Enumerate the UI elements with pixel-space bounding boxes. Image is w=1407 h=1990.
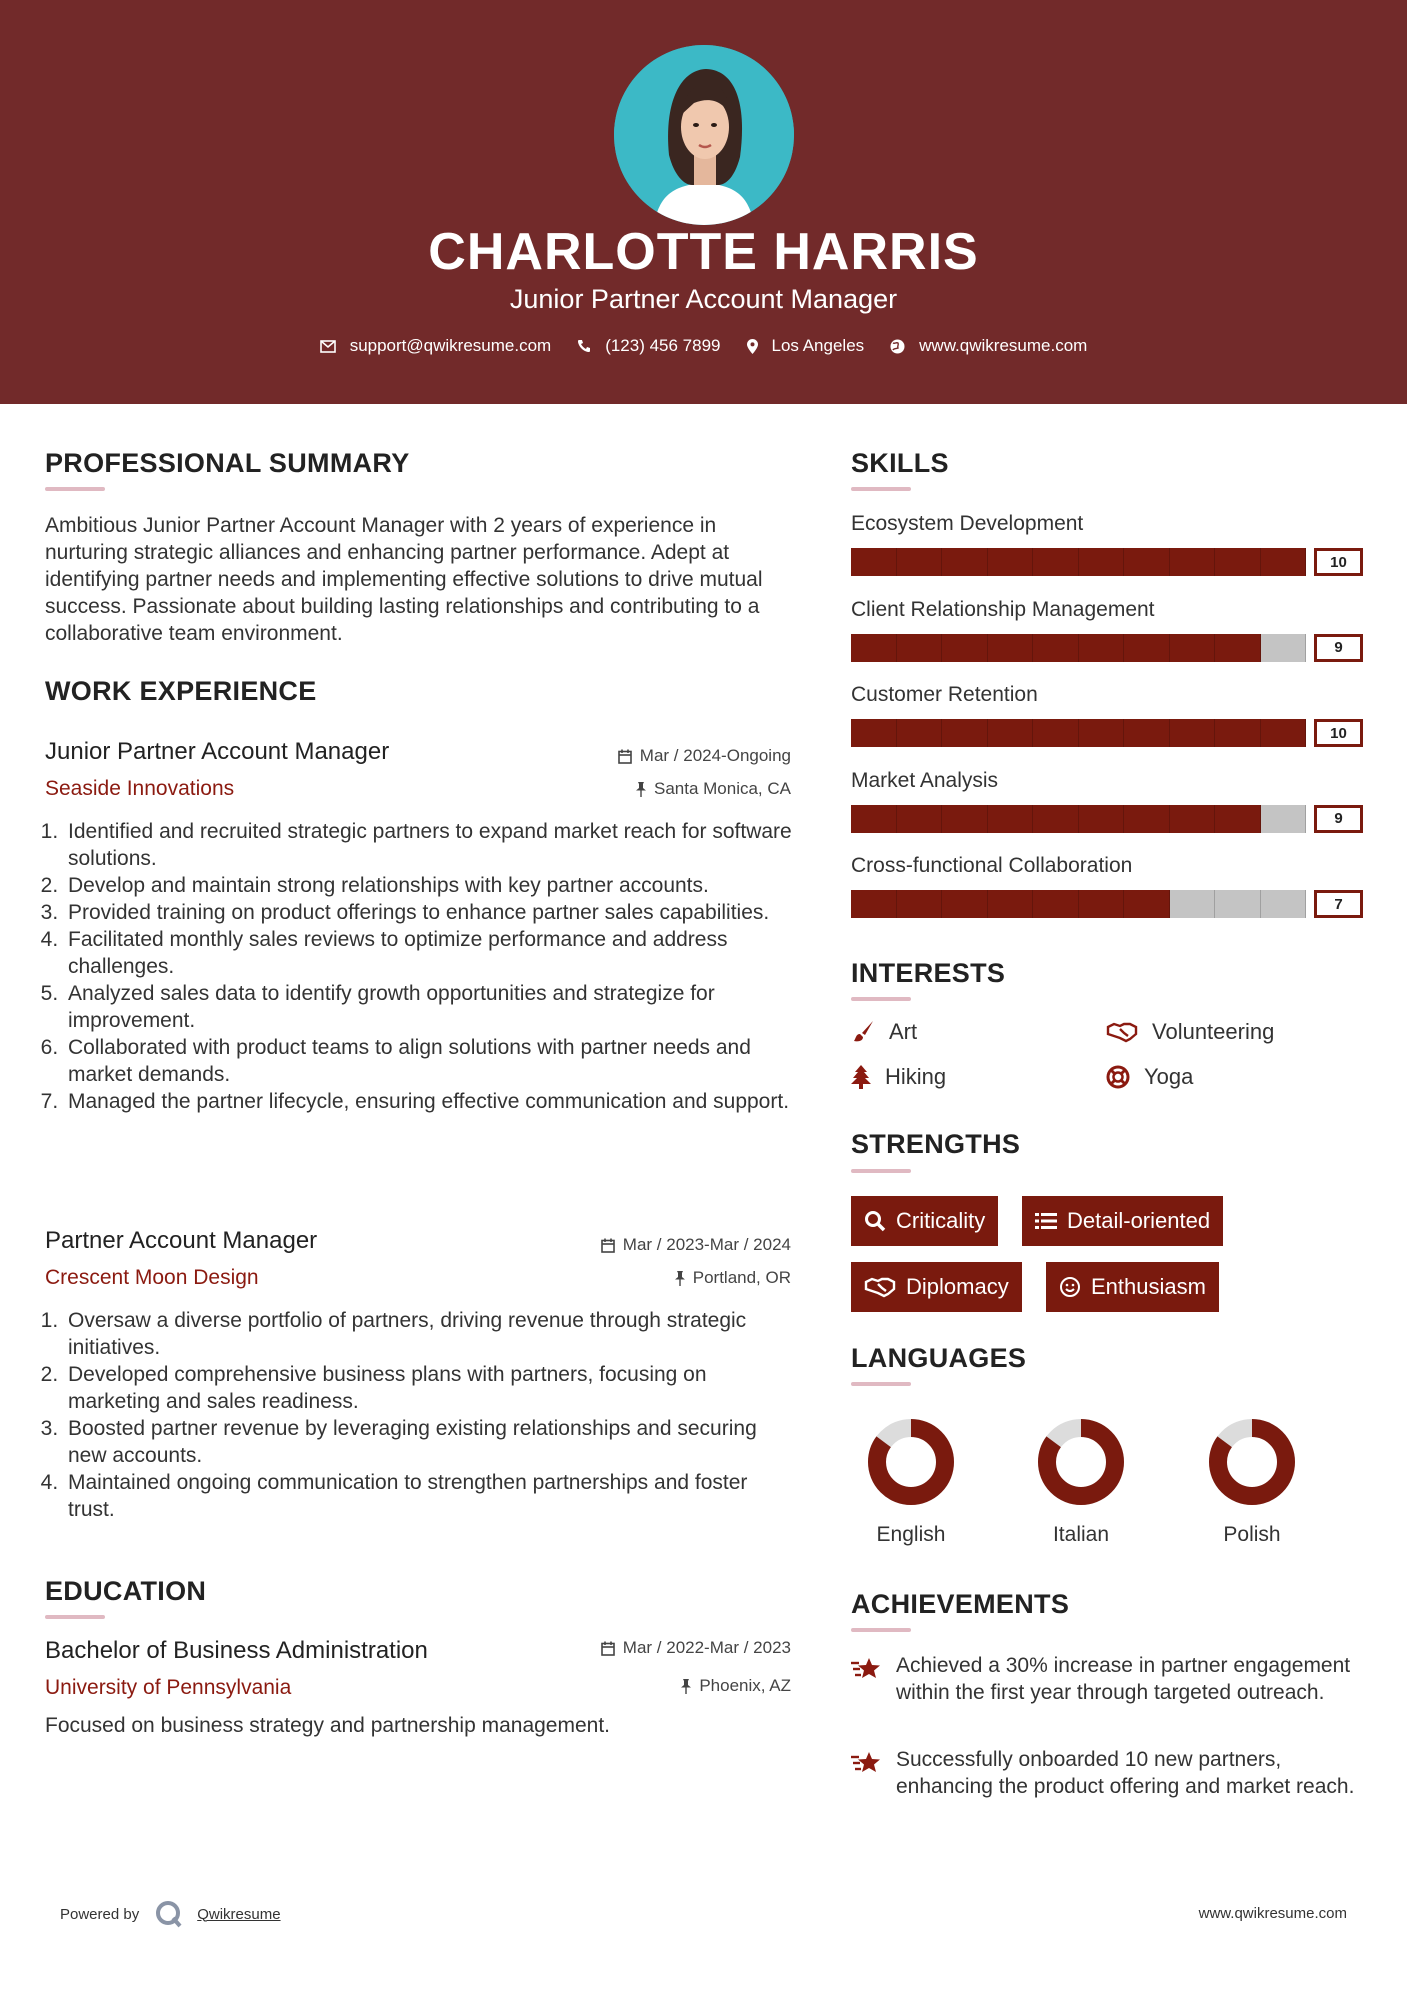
skill-level-bar	[851, 890, 1363, 918]
pushpin-icon	[675, 1271, 685, 1286]
interest-art	[851, 1019, 917, 1045]
skill-bar-segment	[1033, 634, 1079, 662]
list-item: 2. Develop and maintain strong relationships with key partner accounts.	[64, 872, 796, 899]
map-pin-icon	[747, 339, 758, 354]
skill-bar-segment	[1215, 634, 1261, 662]
candidate-name: CHARLOTTE HARRIS	[428, 223, 979, 281]
handshake-icon	[1106, 1021, 1138, 1043]
skill-bar-segment	[1079, 805, 1125, 833]
contact-phone[interactable]	[577, 336, 720, 356]
contact-location	[747, 336, 865, 356]
skill-bar-segment	[851, 805, 897, 833]
life-ring-icon	[1106, 1065, 1130, 1089]
skill-bar-segment	[1170, 805, 1216, 833]
strength-label: Criticality	[896, 1208, 986, 1233]
skill-bar-segment	[1261, 548, 1307, 576]
list-item: 7. Managed the partner lifecycle, ensuring effective communication and support.	[64, 1088, 796, 1115]
job-bullets	[36, 818, 796, 1115]
skill-bar-segment	[1261, 719, 1307, 747]
job-title: Partner Account Manager	[45, 1227, 318, 1254]
calendar-icon	[618, 749, 632, 764]
job-dates-text: Mar / 2024-Ongoing	[639, 746, 791, 765]
skill-bar-segment	[1079, 890, 1125, 918]
skill-bar-segment	[1170, 548, 1216, 576]
job-location	[520, 1268, 791, 1288]
education-dates	[520, 1638, 791, 1658]
achievement-item: Achieved a 30% increase in partner engagement within the first year through targeted outreach.	[896, 1654, 1351, 1704]
skill-level-badge: 9	[1314, 805, 1363, 833]
interest-label: Hiking	[885, 1064, 947, 1089]
skill-bar-segment	[851, 719, 897, 747]
interests-divider	[851, 997, 911, 1001]
job-dates	[520, 1235, 791, 1255]
skill-bar-segment	[851, 890, 897, 918]
contact-location-text: Los Angeles	[771, 336, 865, 355]
skill-bar-segment	[1215, 805, 1261, 833]
skill-name: Customer Retention	[851, 683, 1038, 706]
globe-icon	[890, 339, 905, 354]
powered-by	[60, 1900, 281, 1928]
skill-bar-segment	[1170, 890, 1216, 918]
powered-by-label: Powered by	[60, 1905, 140, 1923]
qwikresume-logo-icon	[155, 1900, 183, 1928]
pushpin-icon	[681, 1679, 691, 1694]
strength-chip	[851, 1262, 1022, 1312]
skill-bar-segment	[1124, 634, 1170, 662]
skill-bar-segment	[988, 719, 1034, 747]
contact-website-text: www.qwikresume.com	[919, 336, 1088, 355]
skill-bar-segment	[988, 890, 1034, 918]
pushpin-icon	[636, 782, 646, 797]
education-location-text: Phoenix, AZ	[699, 1676, 791, 1695]
skill-bar-segment	[1079, 634, 1125, 662]
star-award-icon	[851, 1749, 883, 1777]
skill-level-bar	[851, 548, 1363, 576]
skill-bar-segment	[1215, 890, 1261, 918]
strength-chip	[1046, 1262, 1219, 1312]
skill-bar-segment	[851, 634, 897, 662]
strengths-heading: STRENGTHS	[851, 1129, 1021, 1159]
interest-volunteering	[1106, 1019, 1274, 1045]
job-dates	[520, 746, 791, 766]
skill-level-bar	[851, 719, 1363, 747]
skill-bar-segment	[942, 890, 988, 918]
languages-heading: LANGUAGES	[851, 1343, 1027, 1373]
interests-heading: INTERESTS	[851, 958, 1006, 988]
list-item: 2. Developed comprehensive business plans with partners, focusing on marketing and sales readiness.	[64, 1361, 796, 1415]
skills-heading: SKILLS	[851, 448, 949, 478]
strength-label: Enthusiasm	[1091, 1274, 1206, 1299]
skill-bar-segment	[988, 548, 1034, 576]
job-bullets	[36, 1307, 796, 1523]
experience-heading: WORK EXPERIENCE	[45, 676, 317, 706]
skill-bar-segment	[1124, 719, 1170, 747]
contact-website[interactable]	[890, 336, 1087, 356]
education-heading: EDUCATION	[45, 1576, 207, 1606]
summary-text: Ambitious Junior Partner Account Manager with 2 years of experience in nurturing strategic alliances and enhancing partner performance. Adept at identifying partner needs and implementing effective solutions to drive mutual success. Passionate about building lasting relationships and contributing to a collaborative team environment.	[45, 514, 763, 645]
interest-label: Art	[889, 1019, 918, 1044]
education-dates-text: Mar / 2022-Mar / 2023	[622, 1638, 791, 1657]
candidate-role: Junior Partner Account Manager	[509, 284, 898, 314]
footer-website[interactable]: www.qwikresume.com	[1198, 1905, 1347, 1922]
list-item: 5. Analyzed sales data to identify growth opportunities and strategize for improvement.	[64, 980, 796, 1034]
handshake-icon	[864, 1276, 896, 1298]
skill-name: Client Relationship Management	[851, 597, 1155, 621]
interest-yoga	[1106, 1064, 1193, 1090]
skill-bar-segment	[897, 890, 943, 918]
achievements-divider	[851, 1628, 911, 1632]
achievement-item: Successfully onboarded 10 new partners, enhancing the product offering and market reach.	[896, 1748, 1355, 1798]
skill-level-badge: 9	[1314, 634, 1363, 662]
search-icon	[864, 1210, 886, 1232]
list-item: 1. Identified and recruited strategic partners to expand market reach for software solutions.	[64, 818, 796, 872]
job-location-text: Portland, OR	[692, 1268, 791, 1287]
skill-bar-segment	[1079, 548, 1125, 576]
calendar-icon	[601, 1641, 615, 1656]
list-item: 3. Boosted partner revenue by leveraging existing relationships and securing new accounts.	[64, 1415, 796, 1469]
skill-bar-segment	[942, 634, 988, 662]
education-divider	[45, 1615, 105, 1619]
languages-divider	[851, 1382, 911, 1386]
resume-header	[0, 0, 1407, 404]
skill-bar-segment	[942, 548, 988, 576]
strength-label: Diplomacy	[906, 1274, 1009, 1299]
skills-divider	[851, 487, 911, 491]
phone-icon	[577, 339, 591, 353]
skill-bar-segment	[1215, 548, 1261, 576]
summary-heading: PROFESSIONAL SUMMARY	[45, 448, 410, 478]
smile-icon	[1059, 1276, 1081, 1298]
skill-bar-segment	[897, 805, 943, 833]
list-item: 4. Facilitated monthly sales reviews to optimize performance and address challenges.	[64, 926, 796, 980]
job-title: Junior Partner Account Manager	[45, 738, 390, 765]
skill-bar-segment	[942, 719, 988, 747]
skill-name: Market Analysis	[851, 768, 999, 792]
list-icon	[1035, 1212, 1057, 1230]
skill-name: Cross-functional Collaboration	[851, 854, 1133, 877]
job-dates-text: Mar / 2023-Mar / 2024	[622, 1235, 791, 1254]
skill-bar-segment	[1215, 719, 1261, 747]
strength-chip	[1022, 1196, 1223, 1246]
skill-bar-segment	[1124, 805, 1170, 833]
education-description: Focused on business strategy and partnership management.	[45, 1714, 611, 1737]
skill-bar-segment	[1033, 890, 1079, 918]
skill-bar-segment	[1261, 805, 1307, 833]
contact-email-text: support@qwikresume.com	[349, 336, 552, 355]
skill-name: Ecosystem Development	[851, 512, 1084, 535]
language-proficiency-donut	[1202, 1412, 1302, 1512]
skill-bar-segment	[851, 548, 897, 576]
calendar-icon	[601, 1238, 615, 1253]
list-item: 6. Collaborated with product teams to align solutions with partner needs and market demands.	[64, 1034, 796, 1088]
job-company: Crescent Moon Design	[45, 1266, 259, 1289]
list-item: 1. Oversaw a diverse portfolio of partners, driving revenue through strategic initiatives.	[64, 1307, 796, 1361]
paintbrush-icon	[851, 1020, 875, 1044]
interest-label: Volunteering	[1152, 1019, 1275, 1044]
list-item: 3. Provided training on product offerings to enhance partner sales capabilities.	[64, 899, 796, 926]
skill-level-bar	[851, 805, 1363, 833]
language-proficiency-donut	[861, 1412, 961, 1512]
skill-level-badge: 10	[1314, 548, 1363, 576]
skill-bar-segment	[942, 805, 988, 833]
skill-bar-segment	[1033, 719, 1079, 747]
language-label: Italian	[1052, 1523, 1110, 1546]
language-label: Polish	[1223, 1523, 1281, 1546]
language-label: English	[876, 1523, 946, 1546]
skill-bar-segment	[1079, 719, 1125, 747]
degree-title: Bachelor of Business Administration	[45, 1637, 428, 1664]
skill-bar-segment	[1170, 634, 1216, 662]
contact-email[interactable]	[320, 336, 552, 356]
skill-bar-segment	[1261, 890, 1307, 918]
contact-phone-text: (123) 456 7899	[605, 336, 721, 355]
skill-bar-segment	[988, 805, 1034, 833]
interest-label: Yoga	[1144, 1064, 1194, 1089]
star-award-icon	[851, 1655, 883, 1683]
skill-bar-segment	[1261, 634, 1307, 662]
language-proficiency-donut	[1031, 1412, 1131, 1512]
skill-bar-segment	[897, 634, 943, 662]
envelope-icon	[320, 340, 336, 353]
brand-link[interactable]: Qwikresume	[197, 1905, 281, 1923]
strength-label: Detail-oriented	[1067, 1208, 1211, 1233]
strength-chip	[851, 1196, 998, 1246]
contact-bar	[0, 336, 1407, 356]
skill-bar-segment	[1124, 890, 1170, 918]
education-location	[520, 1676, 791, 1696]
job-company: Seaside Innovations	[45, 777, 235, 800]
list-item: 4. Maintained ongoing communication to strengthen partnerships and foster trust.	[64, 1469, 796, 1523]
strengths-divider	[851, 1169, 911, 1173]
profile-photo	[614, 45, 794, 225]
skill-bar-segment	[1124, 548, 1170, 576]
skill-bar-segment	[988, 634, 1034, 662]
summary-divider	[45, 487, 105, 491]
school-name: University of Pennsylvania	[45, 1676, 292, 1699]
skill-bar-segment	[1033, 548, 1079, 576]
skill-bar-segment	[1033, 805, 1079, 833]
skill-level-bar	[851, 634, 1363, 662]
skill-level-badge: 10	[1314, 719, 1363, 747]
skill-bar-segment	[897, 719, 943, 747]
interest-hiking	[851, 1064, 946, 1090]
achievements-heading: ACHIEVEMENTS	[851, 1589, 1070, 1619]
skill-level-badge: 7	[1314, 890, 1363, 918]
job-location	[520, 779, 791, 799]
tree-icon	[851, 1065, 871, 1089]
skill-bar-segment	[897, 548, 943, 576]
skill-bar-segment	[1170, 719, 1216, 747]
job-location-text: Santa Monica, CA	[653, 779, 791, 798]
